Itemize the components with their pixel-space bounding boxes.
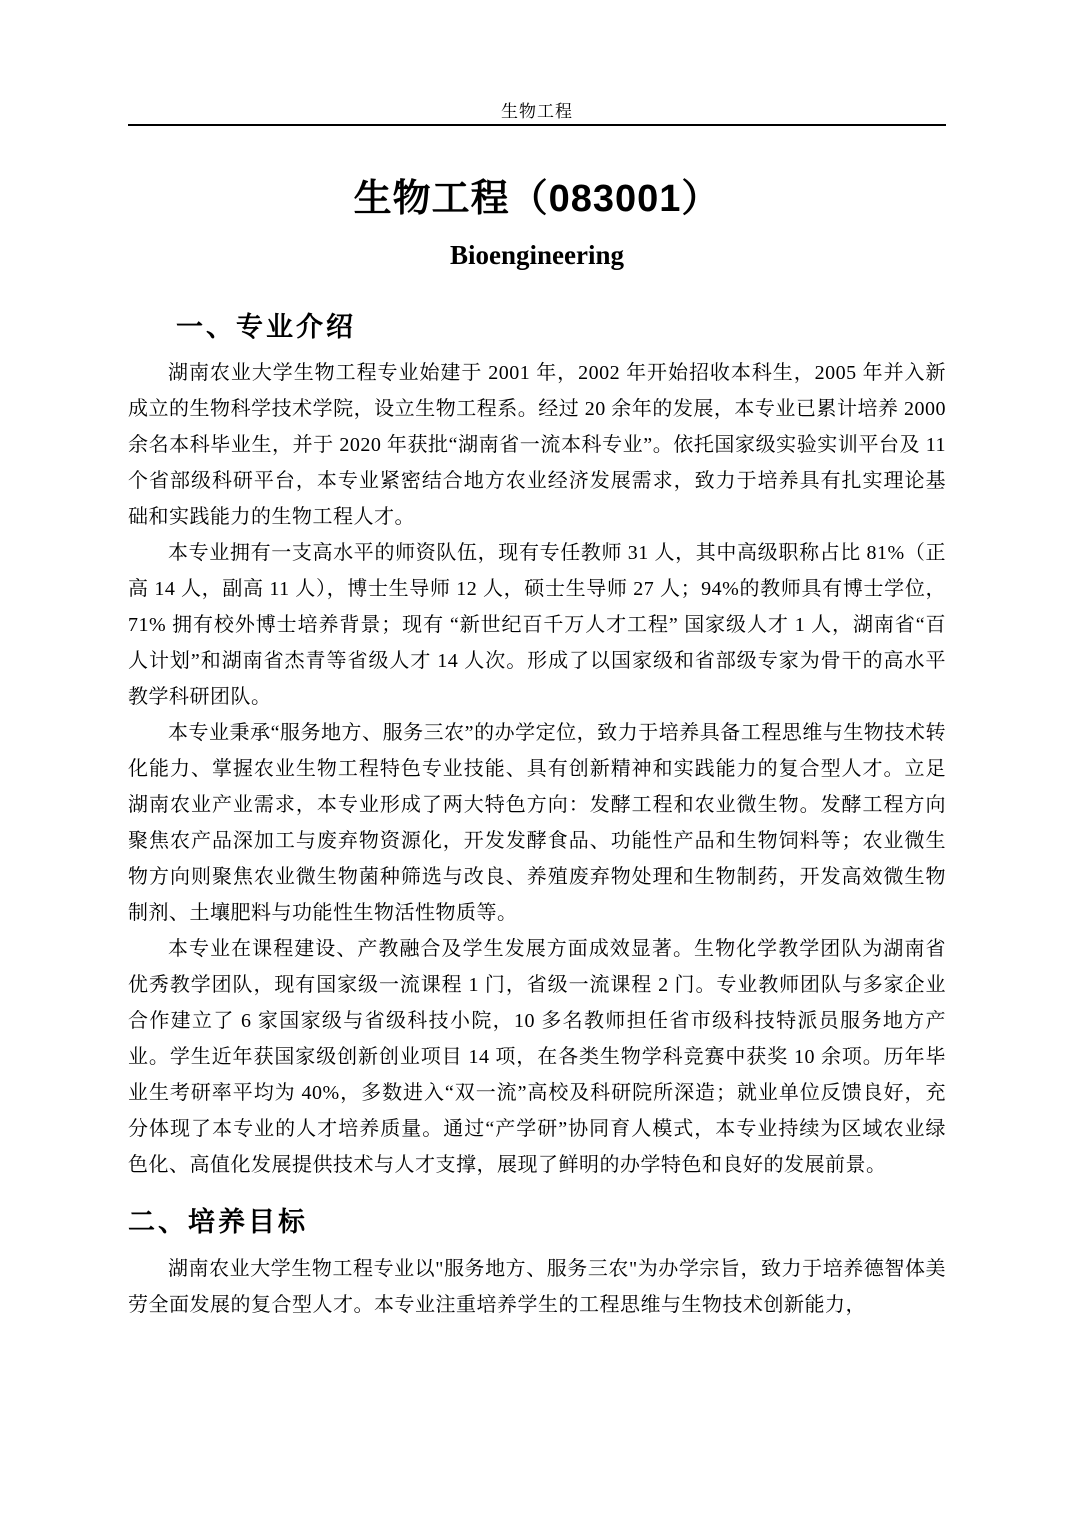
document-body: [128, 312, 946, 1323]
document-subtitle: Bioengineering: [450, 240, 624, 270]
document-title: 生物工程（083001）: [353, 178, 721, 220]
paragraph-achievements: 本专业在课程建设、产教融合及学生发展方面成效显著。生物化学教学团队为湖南省优秀教学团队，现有国家级一流课程 1 门，省级一流课程 2 门。专业教师团队与多家企业合作建立了 6 家国家级与省级科技小院，10 多名教师担任省市级科技特派员服务地方产业。学生近年获国家级创新创业项目 14 项，在各类生物学科竞赛中获奖 10 余项。历年毕业生考研率平均为 40%，多数进入“双一流”高校及科研院所深造；就业单位反馈良好，充分体现了本专业的人才培养质量。通过“产学研”协同育人模式，本专业持续为区域农业绿色化、高值化发展提供技术与人才支撑，展现了鲜明的办学特色和良好的发展前景。: [128, 938, 946, 1176]
paragraph-history: 湖南农业大学生物工程专业始建于 2001 年，2002 年开始招收本科生，2005 年并入新成立的生物科学技术学院，设立生物工程系。经过 20 余年的发展，本专业已累计培养 2000 余名本科毕业生，并于 2020 年获批“湖南省一流本科专业”。依托国家级实验实训平台及 11 个省部级科研平台，本专业紧密结合地方农业经济发展需求，致力于培养具有扎实理论基础和实践能力的生物工程人才。: [128, 362, 946, 528]
section-heading-goals: 二、培养目标: [128, 1207, 308, 1237]
running-header-text: 生物工程: [501, 102, 573, 121]
paragraph-directions: 本专业秉承“服务地方、服务三农”的办学定位，致力于培养具备工程思维与生物技术转化能力、掌握农业生物工程特色专业技能、具有创新精神和实践能力的复合型人才。立足湖南农业产业需求，本专业形成了两大特色方向：发酵工程和农业微生物。发酵工程方向聚焦农产品深加工与废弃物资源化，开发发酵食品、功能性产品和生物饲料等；农业微生物方向则聚焦农业微生物菌种筛选与改良、养殖废弃物处理和生物制药，开发高效微生物制剂、土壤肥料与功能性生物活性物质等。: [128, 722, 946, 924]
paragraph-faculty: 本专业拥有一支高水平的师资队伍，现有专任教师 31 人，其中高级职称占比 81%（正高 14 人，副高 11 人），博士生导师 12 人，硕士生导师 27 人；94%的教师具有博士学位，71% 拥有校外博士培养背景；现有 “新世纪百千万人才工程” 国家级人才 1 人，湖南省“百人计划”和湖南省杰青等省级人才 14 人次。形成了以国家级和省部级专家为骨干的高水平教学科研团队。: [128, 542, 946, 708]
section-heading-intro: 一、专业介绍: [176, 312, 356, 342]
header-divider: [128, 124, 946, 126]
running-header: [128, 0, 946, 122]
paragraph-goals: 湖南农业大学生物工程专业以"服务地方、服务三农"为办学宗旨，致力于培养德智体美劳全面发展的复合型人才。本专业注重培养学生的工程思维与生物技术创新能力，: [128, 1258, 946, 1316]
